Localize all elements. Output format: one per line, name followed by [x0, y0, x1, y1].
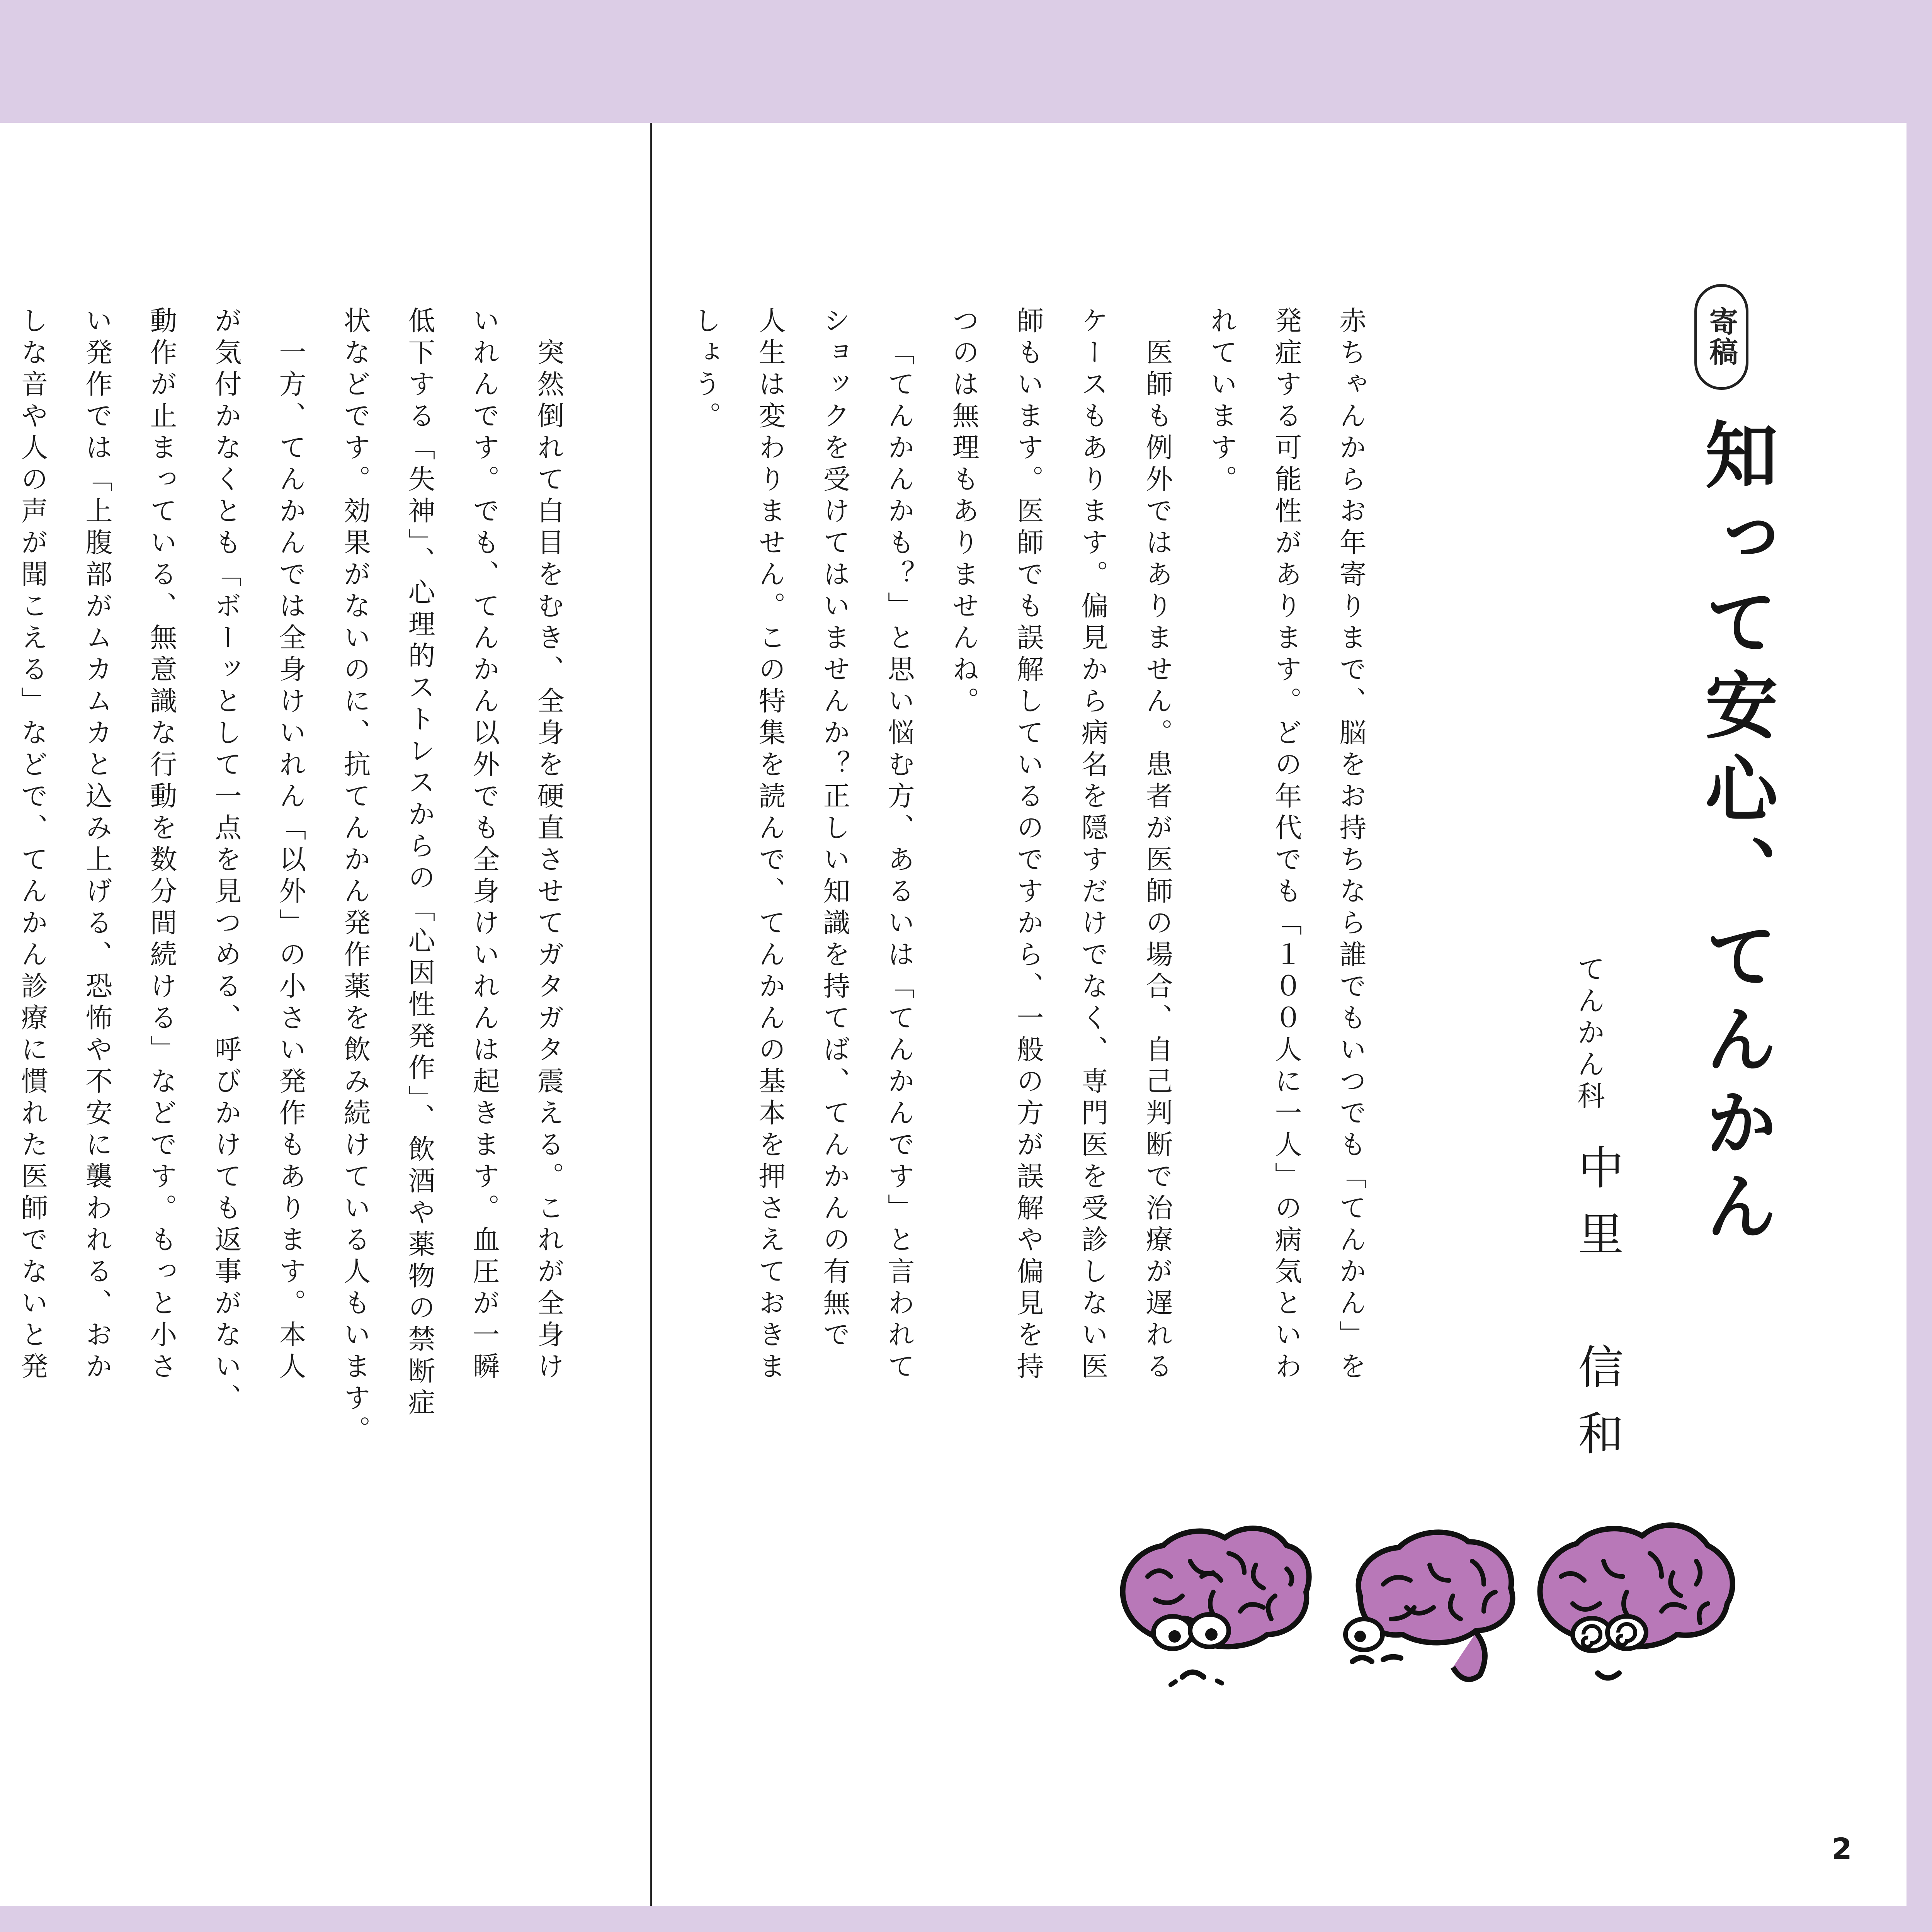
right-line-1: 赤ちゃんからお年寄りまで、脳をお持ちなら誰でもいつでも「てんかん」を [1335, 306, 1367, 1384]
brain-illustration [1113, 1507, 1750, 1708]
right-line-2: 発症する可能性があります。どの年代でも「１００人に一人」の病気といわ [1270, 306, 1302, 1384]
left-line-4: 状などです。効果がないのに、抗てんかん発作薬を飲み続けている人もいます。 [339, 306, 371, 1447]
right-line-7: つのは無理もありませんね。 [948, 306, 980, 718]
left-line-3: 低下する「失神」、心理的ストレスからの「心因性発作」、飲酒や薬物の禁断症 [404, 306, 435, 1420]
right-page-body [673, 306, 1383, 1396]
right-line-8: 「てんかんかも？」と思い悩む方、あるいは「てんかんです」と言われて [883, 338, 915, 1384]
brain-icon [1123, 1528, 1309, 1685]
right-line-10: 人生は変わりません。この特集を読んで、てんかんの基本を押さえておきま [754, 306, 786, 1384]
left-line-5: 一方、てんかんでは全身けいれん「以外」の小さい発作もあります。本人 [275, 338, 306, 1384]
right-line-11: しょう。 [690, 306, 721, 433]
badge-label: 寄稿 [1705, 307, 1738, 367]
brain-icon [1540, 1525, 1733, 1678]
left-line-6: が気付かなくとも「ボーッとして一点を見つめる、呼びかけても返事がない、 [210, 306, 242, 1415]
author-name: 中里 信和 [1570, 1144, 1624, 1476]
right-line-3: れています。 [1206, 306, 1238, 497]
contribution-badge [1694, 284, 1748, 390]
brain-icon [1345, 1532, 1512, 1679]
author-department: てんかん科 [1573, 954, 1605, 1113]
left-page-body [0, 306, 581, 1447]
right-line-6: 師もいます。医師でも誤解しているのですから、一般の方が誤解や偏見を持 [1012, 306, 1044, 1384]
right-line-9: ショックを受けてはいませんか？正しい知識を持てば、てんかんの有無で [819, 306, 850, 1352]
left-line-2: いれんです。でも、てんかん以外でも全身けいれんは起きます。血圧が一瞬 [468, 306, 500, 1384]
page-number: 2 [1832, 1832, 1852, 1866]
right-line-5: ケースもあります。偏見から病名を隠すだけでなく、専門医を受診しない医 [1077, 306, 1109, 1384]
left-line-7: 動作が止まっている、無意識な行動を数分間続ける」などです。もっと小さ [146, 306, 177, 1384]
left-line-1: 突然倒れて白目をむき、全身を硬直させてガタガタ震える。これが全身け [533, 338, 565, 1384]
left-line-8: い発作では「上腹部がムカムカと込み上げる、恐怖や不安に襲われる、おか [81, 306, 113, 1384]
page-gutter-line [650, 123, 652, 1906]
right-line-4: 医師も例外ではありません。患者が医師の場合、自己判断で治療が遅れる [1141, 338, 1173, 1384]
left-line-9: しな音や人の声が聞こえる」などで、てんかん診療に慣れた医師でないと発 [17, 306, 48, 1384]
article-title: 知って安心、てんかん [1693, 417, 1777, 1252]
